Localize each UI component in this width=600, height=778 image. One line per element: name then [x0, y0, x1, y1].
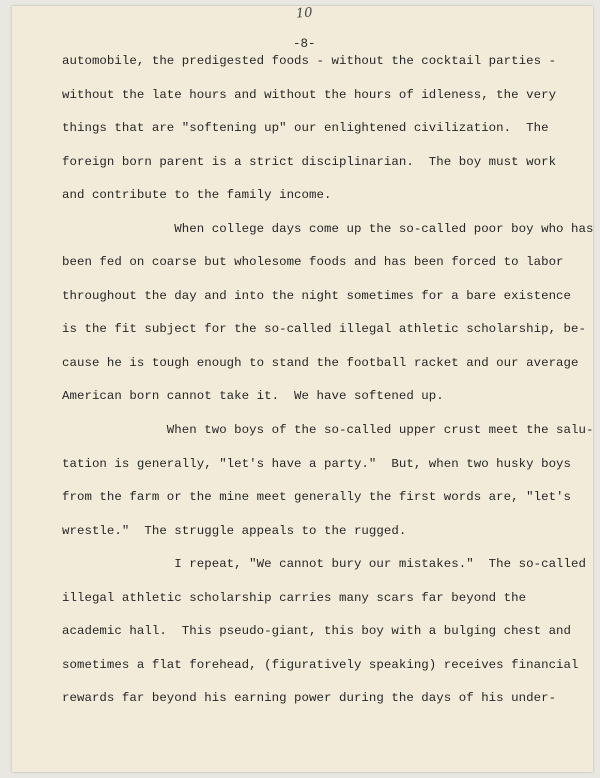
- text-line: automobile, the predigested foods - without the cocktail parties -: [62, 54, 557, 68]
- text-line: rewards far beyond his earning power during the days of his under-: [62, 691, 557, 705]
- text-line: sometimes a flat forehead, (figuratively speaking) receives financial: [62, 658, 579, 672]
- page-number: -8-: [293, 37, 316, 51]
- text-line: cause he is tough enough to stand the football racket and our average: [62, 356, 579, 370]
- text-line: academic hall. This pseudo-giant, this boy with a bulging chest and: [62, 624, 572, 638]
- text-line: wrestle." The struggle appeals to the rugged.: [62, 524, 407, 538]
- text-line: throughout the day and into the night sometimes for a bare existence: [62, 289, 572, 303]
- text-line: illegal athletic scholarship carries many scars far beyond the: [62, 591, 527, 605]
- text-line: things that are "softening up" our enlightened civilization. The: [62, 121, 549, 135]
- text-line: tation is generally, "let's have a party." But, when two husky boys: [62, 457, 572, 471]
- text-line: When two boys of the so-called upper crust meet the salu-: [62, 423, 594, 437]
- text-line: When college days come up the so-called poor boy who has: [62, 222, 594, 236]
- text-line: I repeat, "We cannot bury our mistakes." The so-called: [62, 557, 586, 571]
- typewritten-page: [12, 6, 593, 772]
- text-line: American born cannot take it. We have softened up.: [62, 389, 444, 403]
- text-line: and contribute to the family income.: [62, 188, 332, 202]
- handwritten-page-number: 10: [295, 5, 314, 22]
- text-line: foreign born parent is a strict disciplinarian. The boy must work: [62, 155, 557, 169]
- text-line: from the farm or the mine meet generally the first words are, "let's: [62, 490, 572, 504]
- text-line: without the late hours and without the hours of idleness, the very: [62, 88, 557, 102]
- text-line: been fed on coarse but wholesome foods and has been forced to labor: [62, 255, 564, 269]
- text-line: is the fit subject for the so-called illegal athletic scholarship, be-: [62, 322, 586, 336]
